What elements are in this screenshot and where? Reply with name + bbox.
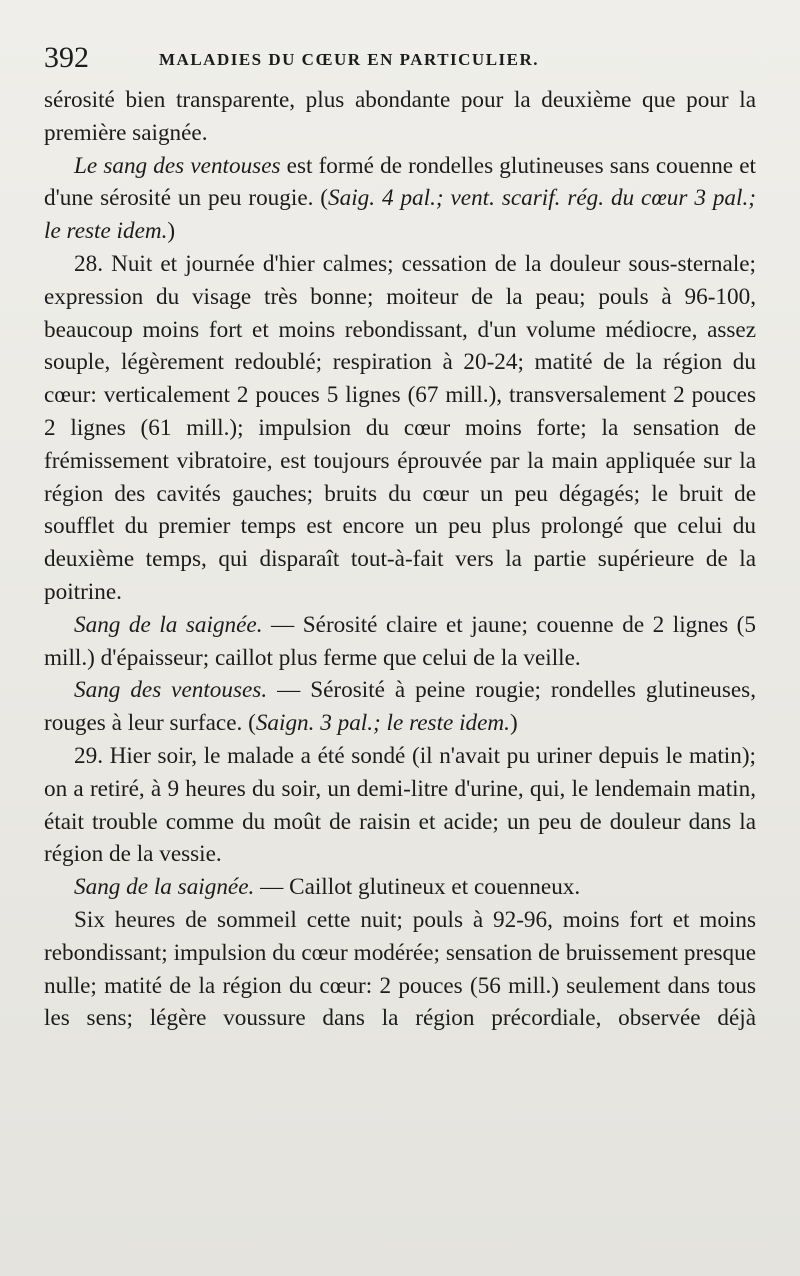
paragraph-saignee-29 [44,871,756,904]
body-text [44,84,756,1035]
italic-run: Sang de la saignée. [74,874,255,901]
text-run: 29. Hier soir, le malade a été sondé (il n'avait pu uriner depuis le matin); on a retiré, à 9 heures du soir, un demi-litre d'urine, qui, le lendemain matin, était trouble comme du moût de raisin et acide; un peu de douleur dans la région de la vessie. [44,742,756,868]
italic-run: Saign. 3 pal.; le reste idem. [255,710,510,737]
paragraph-saignee-28 [44,609,756,675]
text-run: — Caillot glutineux et couenneux. [254,874,581,901]
page-header [44,38,756,78]
text-run: est formé de rondelles glutineuses sans couenne et d'une sérosité un peu rougie. ( [44,152,756,212]
text-run: ) [167,218,176,245]
text-run: sérosité bien transparente, plus abondante pour la deuxième que pour la première saignée. [44,87,756,146]
paragraph-ventouses-1 [44,150,756,248]
running-head: MALADIES DU CŒUR EN PARTICULIER. [159,50,540,69]
text-run: — Sérosité claire et jaune; couenne de 2 lignes (5 mill.) d'épaisseur; caillot plus ferme que celui de la veille. [44,611,756,671]
text-run: ) [509,710,518,737]
italic-run: Saig. 4 pal.; vent. scarif. rég. du cœur 3 pal.; le reste idem. [44,185,756,245]
page-number: 392 [44,41,89,74]
paragraph-continuation [44,84,756,150]
paragraph-ventouses-28 [44,674,756,740]
italic-run: Le sang des ventouses [74,152,281,179]
paragraph-day-28 [44,248,756,609]
paragraph-day-29 [44,740,756,871]
text-run: — Sérosité à peine rougie; rondelles glutineuses, rouges à leur surface. ( [44,677,756,737]
paragraph-night-29 [44,904,756,1035]
text-run: 28. Nuit et journée d'hier calmes; cessation de la douleur sous-sternale; expression du visage très bonne; moiteur de la peau; pouls à 96-100, beaucoup moins fort et moins rebondissant, d'un volume médiocre, assez souple, légèrement redoublé; respiration à 20-24; matité de la région du cœur: verticalement 2 pouces 5 lignes (67 mill.), transversalement 2 pouces 2 lignes (61 mill.); impulsion du cœur moins forte; la sensation de frémissement vibratoire, est toujours éprouvée par la main appliquée sur la région des cavités gauches; bruits du cœur un peu dégagés; le bruit de soufflet du premier temps est encore un peu plus prolongé que celui du deuxième temps, qui disparaît tout-à-fait vers la partie supérieure de la poitrine. [44,250,756,605]
italic-run: Sang des ventouses. [74,677,268,704]
text-run: Six heures de sommeil cette nuit; pouls à 92-96, moins fort et moins rebondissant; impulsion du cœur modérée; sensation de bruissement presque nulle; matité de la région du cœur: 2 pouces (56 mill.) seulement dans tous les sens; légère voussure dans la région précordiale, observée déjà [44,906,756,1032]
italic-run: Sang de la saignée. [74,611,263,638]
